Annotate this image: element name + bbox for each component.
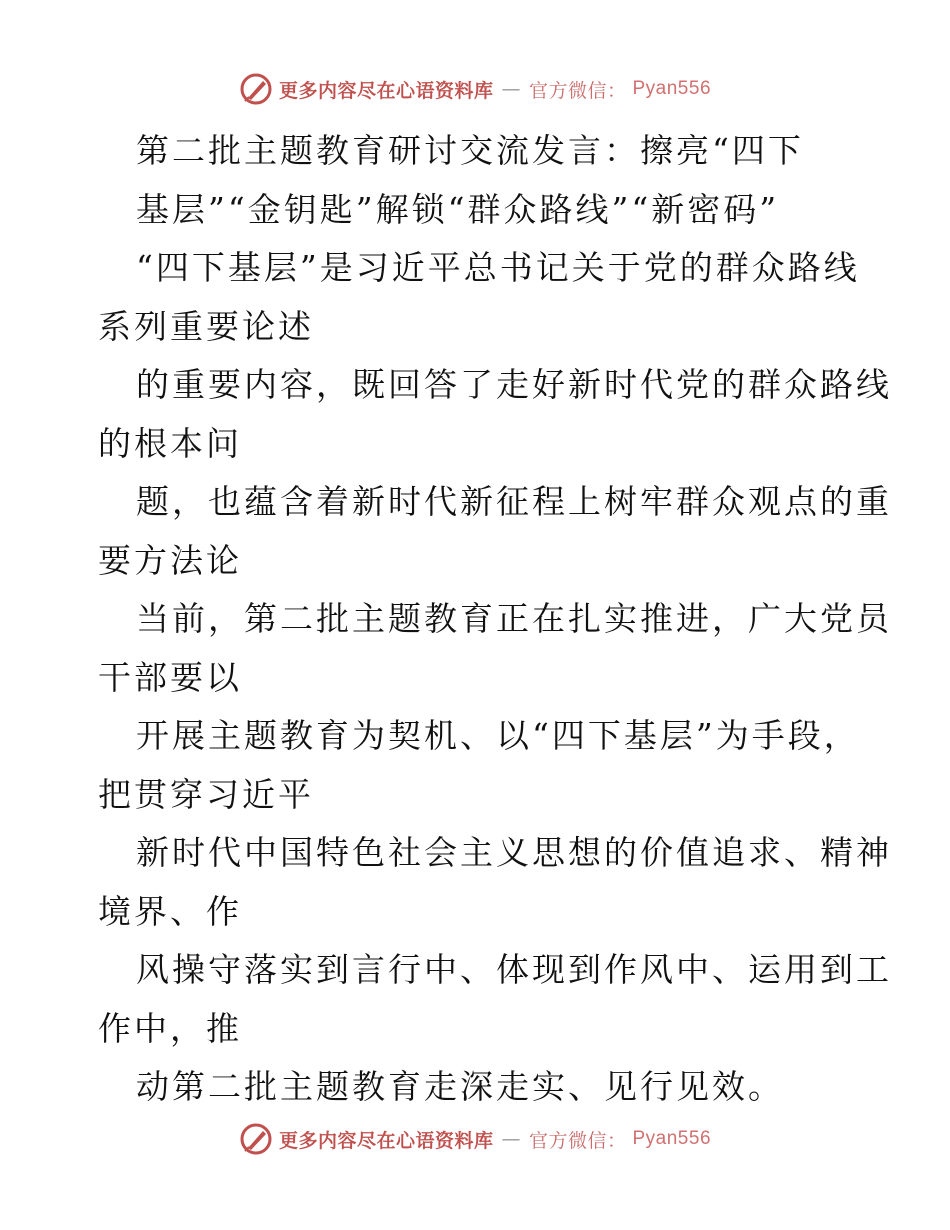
header-banner	[0, 72, 950, 106]
text-line: 开展主题教育为契机、以“四下基层”为手段，	[136, 716, 860, 755]
text-line: 干部要以	[98, 657, 242, 697]
text-line: 要方法论	[98, 540, 242, 580]
banner-wechat-id: Pyan556	[632, 1128, 712, 1149]
text-line: 题，也蕴含着新时代新征程上树牢群众观点的重	[136, 482, 892, 521]
quill-logo-icon	[239, 72, 273, 106]
banner-site-name: 更多内容尽在心语资料库	[278, 1129, 494, 1152]
text-line: 的根本问	[98, 423, 242, 463]
text-line: 第二批主题教育研讨交流发言：擦亮“四下	[136, 131, 804, 170]
text-line: 把贯穿习近平	[98, 774, 314, 814]
text-line: “四下基层”是习近平总书记关于党的群众路线	[136, 248, 860, 287]
text-line: 的重要内容，既回答了走好新时代党的群众路线	[136, 365, 892, 404]
text-line: 系列重要论述	[98, 306, 314, 346]
footer-banner	[0, 1122, 950, 1156]
text-line: 境界、作	[98, 891, 242, 931]
text-line: 新时代中国特色社会主义思想的价值追求、精神	[136, 833, 892, 872]
banner-dash: —	[501, 78, 521, 100]
text-line: 风操守落实到言行中、体现到作风中、运用到工	[136, 950, 892, 989]
document-body	[98, 122, 892, 1117]
banner-wechat-label: 官方微信：	[528, 1129, 627, 1152]
quill-logo-icon	[239, 1122, 273, 1156]
text-line: 基层”“金钥匙”解锁“群众路线”“新密码”	[136, 189, 780, 229]
text-line: 当前，第二批主题教育正在扎实推进，广大党员	[136, 599, 892, 638]
banner-dash: —	[501, 1128, 521, 1150]
banner-site-name: 更多内容尽在心语资料库	[278, 79, 494, 102]
banner-wechat-id: Pyan556	[632, 78, 712, 99]
text-line: 动第二批主题教育走深走实、见行见效。	[136, 1067, 784, 1106]
text-line: 作中，推	[98, 1008, 242, 1048]
banner-wechat-label: 官方微信：	[528, 79, 627, 102]
